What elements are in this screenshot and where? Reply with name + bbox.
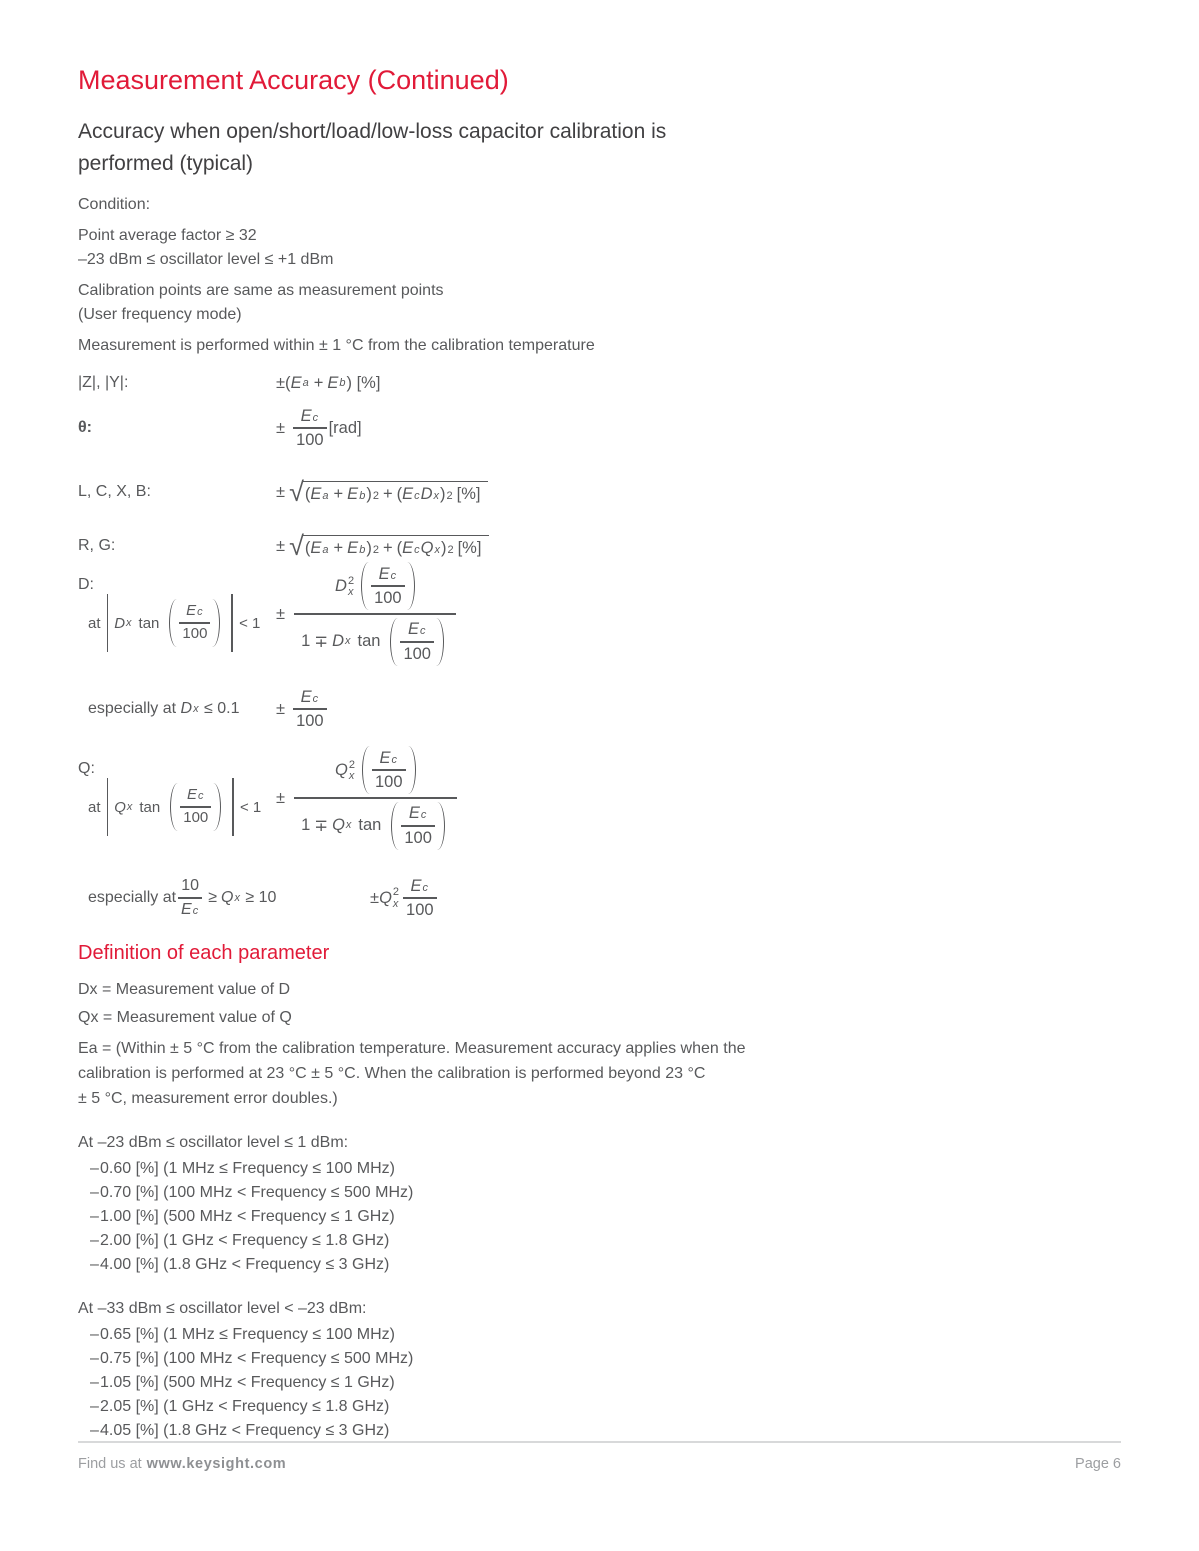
list-item-text: 0.65 [%] (1 MHz ≤ Frequency ≤ 100 MHz) <box>100 1326 395 1343</box>
left-paren <box>391 802 400 850</box>
math-var: E <box>181 901 192 919</box>
fraction-denominator: 100 <box>404 829 432 848</box>
math-var: Q <box>335 760 348 779</box>
math-sub: c <box>198 790 204 803</box>
big-fraction <box>294 562 456 666</box>
list-item <box>78 1419 1121 1443</box>
formula-expression <box>276 374 380 393</box>
list-item <box>78 1157 1121 1181</box>
definition-ea-line: calibration is performed at 23 °C ± 5 °C. When the calibration is performed beyond 23 °C <box>78 1065 706 1082</box>
fraction-ec-100 <box>372 749 406 792</box>
formula-row-especially-d <box>78 684 1121 734</box>
math-token: at <box>88 798 101 816</box>
math-sup: 2 <box>446 489 453 502</box>
fraction-ec-100 <box>400 620 434 663</box>
math-var: Q <box>332 816 345 835</box>
fraction-ec-100 <box>401 804 435 847</box>
fraction-denominator <box>294 802 457 850</box>
math-sub: x <box>234 891 240 904</box>
definition-ea-line: Ea = (Within ± 5 °C from the calibration temperature. Measurement accuracy applies when the <box>78 1040 746 1057</box>
math-var: E <box>407 620 419 639</box>
math-sub: a <box>302 376 309 389</box>
math-sup: 2 <box>372 489 379 502</box>
formula-row-d <box>78 560 1121 668</box>
page-content <box>78 64 1121 1443</box>
fraction-ec-100 <box>293 688 327 731</box>
math-sub: x <box>126 616 132 629</box>
list-item-text: 4.05 [%] (1.8 GHz < Frequency ≤ 3 GHz) <box>100 1422 390 1439</box>
fraction-bar <box>179 622 210 624</box>
radical-sign: √ <box>289 530 304 561</box>
fraction-numerator <box>183 603 207 620</box>
math-token: ( <box>396 538 403 557</box>
fraction-bar <box>178 897 202 899</box>
math-token: ± <box>276 788 286 807</box>
math-var: D <box>332 632 344 651</box>
fraction-numerator <box>406 804 431 822</box>
math-token: ) [%] <box>346 373 381 392</box>
footer-left <box>78 1456 286 1472</box>
left-paren <box>390 618 399 666</box>
right-paren <box>211 599 220 647</box>
math-var: E <box>402 484 414 503</box>
condition-line: (User frequency mode) <box>78 306 242 323</box>
math-var: Q <box>420 538 434 557</box>
formula-label: L, C, X, B: <box>78 483 151 500</box>
math-token: ± <box>276 482 286 501</box>
math-var: E <box>327 373 339 392</box>
section-subtitle <box>78 116 1121 180</box>
formula-row-q <box>78 742 1121 854</box>
dash-bullet: – <box>90 1422 99 1439</box>
math-token: + <box>333 484 344 503</box>
page-title: Measurement Accuracy (Continued) <box>78 65 509 95</box>
fraction-bar <box>371 585 405 587</box>
math-var: E <box>347 484 359 503</box>
list-item-text: 1.00 [%] (500 MHz < Frequency ≤ 1 GHz) <box>100 1208 395 1225</box>
math-token: ± <box>276 699 286 718</box>
formula-condition <box>78 778 261 836</box>
sup-sub-stack <box>349 760 355 783</box>
fraction-ec-100 <box>403 877 437 920</box>
math-var: E <box>408 804 420 823</box>
math-sub: c <box>192 905 199 918</box>
math-token: < 1 <box>239 798 262 816</box>
radicand <box>303 535 490 558</box>
fraction-numerator: 10 <box>181 877 200 895</box>
math-sub: a <box>322 543 329 556</box>
list-item-text: 0.60 [%] (1 MHz ≤ Frequency ≤ 100 MHz) <box>100 1160 395 1177</box>
list-item <box>78 1205 1121 1229</box>
fraction-bar <box>372 769 406 771</box>
math-token: + <box>313 373 324 392</box>
math-token: 1 <box>301 816 311 835</box>
formula-expression <box>276 562 456 666</box>
fraction-numerator <box>298 407 323 425</box>
dash-bullet: – <box>90 1326 99 1343</box>
math-sub: x <box>193 702 199 715</box>
math-token: + <box>382 538 393 557</box>
formula-label: Q: <box>78 760 95 777</box>
fraction-numerator <box>323 746 427 794</box>
math-token: especially at <box>88 700 177 717</box>
math-var: E <box>186 786 197 804</box>
math-var: E <box>300 406 312 425</box>
list-item <box>78 1229 1121 1253</box>
formula-label <box>78 877 370 919</box>
square-root <box>289 530 489 561</box>
math-var: E <box>410 876 422 895</box>
fraction-denominator: 100 <box>296 431 324 450</box>
math-var: D <box>180 700 193 717</box>
fraction-numerator <box>405 620 430 638</box>
oscillator-level-heading: At –23 dBm ≤ oscillator level ≤ 1 dBm: <box>78 1134 349 1151</box>
math-token: + <box>333 538 344 557</box>
math-token: ≤ 0.1 <box>204 700 240 717</box>
math-token: ( <box>396 484 403 503</box>
math-sub: c <box>197 606 203 619</box>
fraction-numerator <box>408 877 433 895</box>
math-var: E <box>402 538 414 557</box>
math-sub: c <box>420 809 427 822</box>
formula-row-lcxb <box>78 478 1121 506</box>
dash-bullet: – <box>90 1374 99 1391</box>
abs-bar <box>107 778 109 836</box>
fraction-ec-100 <box>371 565 405 608</box>
right-paren <box>435 618 444 666</box>
dash-bullet: – <box>90 1184 99 1201</box>
list-item-text: 1.05 [%] (500 MHz < Frequency ≤ 1 GHz) <box>100 1374 395 1391</box>
math-var: D <box>420 484 433 503</box>
definition-ea-line: ± 5 °C, measurement error doubles.) <box>78 1090 338 1107</box>
condition-line: Point average factor ≥ 32 <box>78 227 257 244</box>
math-sub: x <box>345 635 351 648</box>
math-sub: b <box>339 376 346 389</box>
right-paren <box>406 562 415 610</box>
math-sub: c <box>391 753 397 766</box>
left-paren <box>169 599 178 647</box>
formula-expression <box>276 688 329 731</box>
math-token: ± <box>276 418 286 437</box>
abs-bar <box>107 594 109 652</box>
math-token: ≥ <box>208 889 217 906</box>
formula-expression <box>276 746 457 850</box>
fraction-numerator <box>184 787 208 804</box>
math-token: tan <box>357 632 381 651</box>
math-var: Q <box>114 798 126 816</box>
page-footer <box>78 1441 1121 1472</box>
math-token: [%] <box>456 484 481 503</box>
math-sub: x <box>348 770 355 783</box>
condition-line: Measurement is performed within ± 1 °C from the calibration temperature <box>78 337 595 354</box>
fraction-denominator <box>178 901 202 919</box>
dash-bullet: – <box>90 1256 99 1273</box>
sup-sub-stack <box>348 576 354 599</box>
accuracy-list <box>78 1157 1121 1277</box>
list-item <box>78 1323 1121 1347</box>
find-us-label: Find us at <box>78 1456 142 1472</box>
formula-row-especially-q <box>78 872 1121 924</box>
math-var: E <box>310 538 322 557</box>
math-sub: c <box>312 411 319 424</box>
math-sub: x <box>347 586 354 599</box>
condition-line: Calibration points are same as measurement points <box>78 282 444 299</box>
fraction-numerator <box>323 562 426 610</box>
fraction-denominator: 100 <box>403 645 431 664</box>
formula-label-q <box>78 760 276 836</box>
definition-ea <box>78 1036 1121 1111</box>
page-number: Page 6 <box>1075 1456 1121 1472</box>
fraction-denominator: 100 <box>406 901 434 920</box>
math-var: Q <box>221 889 234 906</box>
math-sub: x <box>392 898 399 910</box>
math-sub: x <box>433 489 440 502</box>
math-sub: c <box>419 625 426 638</box>
fraction-denominator: 100 <box>374 589 402 608</box>
fraction-numerator <box>376 749 401 767</box>
dash-bullet: – <box>90 1208 99 1225</box>
subtitle-line: Accuracy when open/short/load/low-loss capacitor calibration is <box>78 120 667 143</box>
math-token: ( <box>304 538 311 557</box>
math-var: E <box>186 602 197 620</box>
math-token: ) <box>366 484 372 503</box>
list-item <box>78 1347 1121 1371</box>
formula-label: R, G: <box>78 537 116 554</box>
formula-label <box>78 700 276 718</box>
fraction-ec-100 <box>179 603 210 643</box>
fraction-denominator: 100 <box>183 809 209 827</box>
math-sub: b <box>359 543 366 556</box>
list-item-text: 0.70 [%] (100 MHz < Frequency ≤ 500 MHz) <box>100 1184 414 1201</box>
fraction-bar <box>403 897 437 899</box>
fraction-ec-100 <box>293 407 327 450</box>
fraction-bar <box>294 613 456 615</box>
dash-bullet: – <box>90 1232 99 1249</box>
radical-sign: √ <box>289 476 304 507</box>
fraction-bar <box>400 641 434 643</box>
math-token: ±( <box>276 373 291 392</box>
fraction-10-ec <box>178 877 202 919</box>
formula-condition <box>78 594 260 652</box>
oscillator-level-heading: At –33 dBm ≤ oscillator level < –23 dBm: <box>78 1300 367 1317</box>
fraction-denominator <box>294 618 456 666</box>
condition-label: Condition: <box>78 196 151 213</box>
math-sub: x <box>345 819 352 832</box>
math-var: D <box>335 576 347 595</box>
formula-label: D: <box>78 576 94 593</box>
fraction-denominator: 100 <box>296 712 324 731</box>
abs-bar <box>231 594 233 652</box>
subtitle-line: performed (typical) <box>78 152 254 175</box>
math-token: tan <box>139 798 161 816</box>
math-token: tan <box>358 816 382 835</box>
list-item-text: 2.00 [%] (1 GHz < Frequency ≤ 1.8 GHz) <box>100 1232 390 1249</box>
dash-bullet: – <box>90 1398 99 1415</box>
left-paren <box>170 783 179 831</box>
math-sub: a <box>322 489 329 502</box>
math-token: especially at <box>88 889 177 906</box>
formula-row-theta <box>78 404 1121 452</box>
definition-qx: Qx = Measurement value of Q <box>78 1009 292 1026</box>
math-var: E <box>290 373 302 392</box>
math-sub: c <box>390 569 397 582</box>
formula-expression <box>276 407 362 450</box>
math-var: E <box>379 748 391 767</box>
math-var: E <box>378 564 390 583</box>
list-item <box>78 1181 1121 1205</box>
list-item-text: 0.75 [%] (100 MHz < Frequency ≤ 500 MHz) <box>100 1350 414 1367</box>
fraction-ec-100 <box>180 787 211 827</box>
math-token: ) <box>366 538 372 557</box>
math-token: ≥ 10 <box>245 889 277 906</box>
list-item-text: 4.00 [%] (1.8 GHz < Frequency ≤ 3 GHz) <box>100 1256 390 1273</box>
math-token: ± <box>276 604 286 623</box>
left-paren <box>361 562 370 610</box>
fraction-bar <box>293 708 327 710</box>
formula-label: θ: <box>78 419 92 436</box>
formula-expression <box>276 530 489 561</box>
square-root <box>289 476 488 507</box>
formula-row-impedance <box>78 372 1121 394</box>
dash-bullet: – <box>90 1350 99 1367</box>
math-var: E <box>347 538 359 557</box>
formula-row-rg <box>78 532 1121 560</box>
fraction-bar <box>401 825 435 827</box>
keysight-url-link[interactable]: www.keysight.com <box>146 1456 287 1472</box>
math-sub: c <box>414 543 420 556</box>
dash-bullet: – <box>90 1160 99 1177</box>
math-var: Q <box>379 888 392 907</box>
fraction-denominator: 100 <box>374 773 403 792</box>
math-token: ( <box>304 484 311 503</box>
math-sub: b <box>359 489 366 502</box>
math-token: + <box>382 484 393 503</box>
right-paren <box>407 746 416 794</box>
math-sub: x <box>434 543 440 556</box>
math-sub: c <box>422 881 429 894</box>
math-token: ∓ <box>314 632 329 651</box>
math-token: [%] <box>457 538 482 557</box>
radicand <box>303 481 489 504</box>
list-item-text: 2.05 [%] (1 GHz < Frequency ≤ 1.8 GHz) <box>100 1398 390 1415</box>
fraction-denominator: 100 <box>182 625 208 643</box>
math-sub: x <box>126 800 133 813</box>
math-token: 1 <box>301 632 311 651</box>
list-item <box>78 1253 1121 1277</box>
math-var: E <box>310 484 322 503</box>
fraction-numerator <box>376 565 401 583</box>
condition-paragraph <box>78 279 1121 327</box>
fraction-bar <box>293 427 327 429</box>
math-token: ∓ <box>314 816 329 835</box>
fraction-bar <box>180 806 211 808</box>
math-sup: 2 <box>392 886 400 899</box>
math-token: ± <box>276 536 286 555</box>
math-sup: 2 <box>348 758 355 771</box>
math-sup: 2 <box>372 543 379 556</box>
math-var: E <box>300 687 312 706</box>
condition-line: –23 dBm ≤ oscillator level ≤ +1 dBm <box>78 251 334 268</box>
definitions-heading: Definition of each parameter <box>78 942 330 964</box>
abs-bar <box>232 778 234 836</box>
math-sup: 2 <box>347 574 355 587</box>
math-token: < 1 <box>239 614 261 632</box>
math-var: D <box>114 614 126 632</box>
big-fraction <box>294 746 457 850</box>
left-paren <box>362 746 371 794</box>
condition-paragraph <box>78 224 1121 272</box>
math-token: ) <box>440 484 446 503</box>
formula-expression <box>370 877 439 920</box>
fraction-numerator <box>298 688 323 706</box>
formula-label-d <box>78 576 276 652</box>
right-paren <box>436 802 445 850</box>
definition-dx: Dx = Measurement value of D <box>78 981 291 998</box>
accuracy-list <box>78 1323 1121 1443</box>
fraction-bar <box>294 797 457 799</box>
math-token: at <box>88 614 101 632</box>
formula-label: |Z|, |Y|: <box>78 374 129 391</box>
math-token: [rad] <box>328 418 362 437</box>
math-sub: c <box>312 692 319 705</box>
math-token: ) <box>440 538 447 557</box>
right-paren <box>212 783 221 831</box>
math-token: tan <box>138 614 160 632</box>
math-sup: 2 <box>447 543 454 556</box>
list-item <box>78 1371 1121 1395</box>
math-sub: c <box>414 489 420 502</box>
math-token: ± <box>370 888 380 907</box>
formula-expression <box>276 476 488 507</box>
condition-paragraph <box>78 334 1121 358</box>
sup-sub-stack <box>393 887 399 910</box>
list-item <box>78 1395 1121 1419</box>
